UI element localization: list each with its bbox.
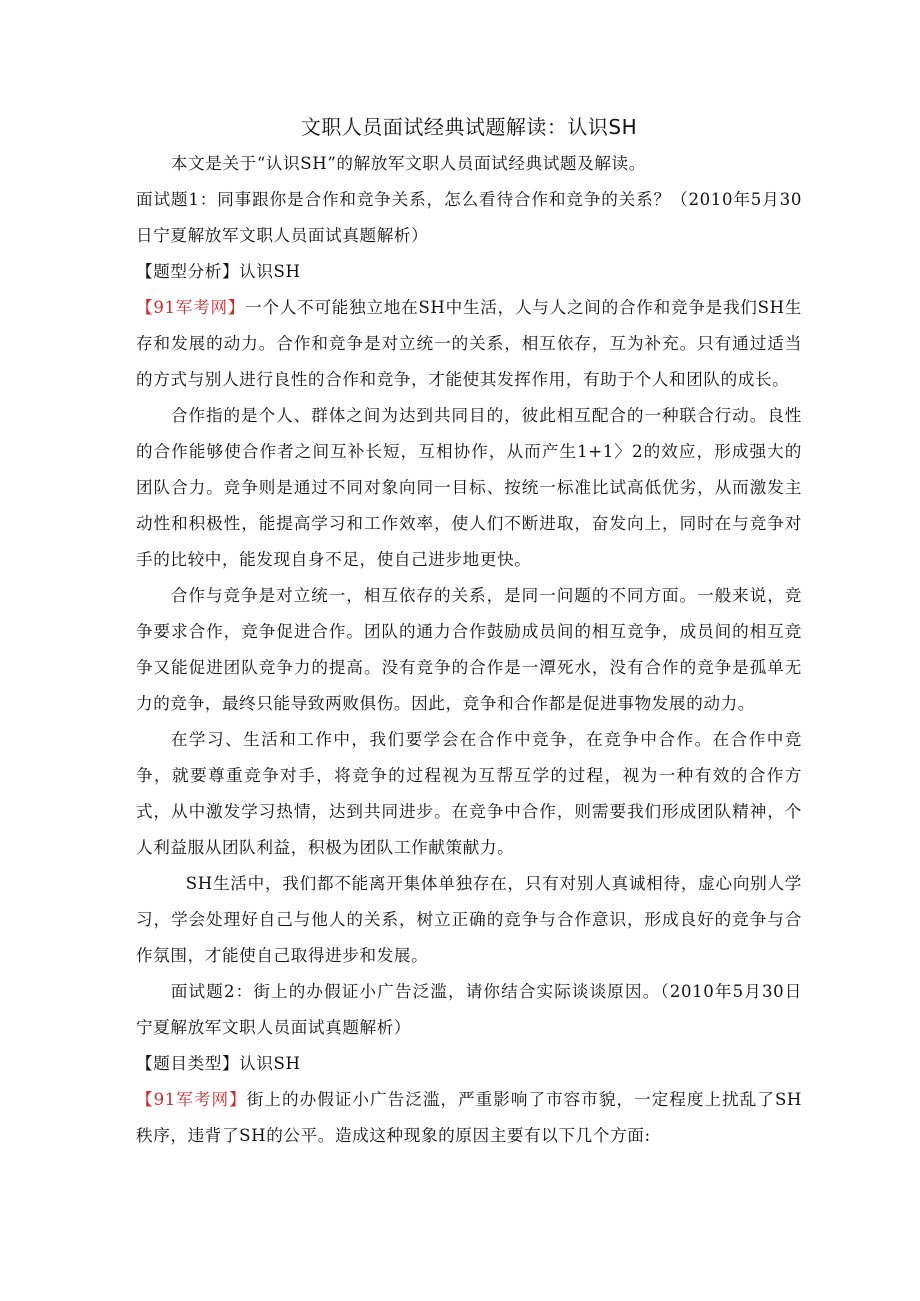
question-1: 面试题1：同事跟你是合作和竞争关系，怎么看待合作和竞争的关系？（2010年5月30日宁夏解放军文职人员面试真题解析）	[136, 190, 802, 245]
document-title: 文职人员面试经典试题解读：认识SH	[300, 115, 638, 139]
question-2: 面试题2：街上的办假证小广告泛滥，请你结合实际谈谈原因。（2010年5月30日宁夏解放军文职人员面试真题解析）	[136, 982, 802, 1037]
answer-lead-text: 一个人不可能独立地在SH中生活，人与人之间的合作和竞争是我们SH生存和发展的动力。合作和竞争是对立统一的关系，相互依存，互为补充。只有通过适当的方式与别人进行良性的合作和竞争，才能使其发挥作用，有助于个人和团队的成长。	[136, 298, 802, 389]
source-tag: 【91军考网】	[136, 1090, 247, 1109]
answer-paragraph: 合作指的是个人、群体之间为达到共同目的，彼此相互配合的一种联合行动。良性的合作能够使合作者之间互补长短，互相协作，从而产生1+1〉2的效应，形成强大的团队合力。竞争则是通过不同对象向同一目标、按统一标准比试高低优劣，从而激发主动性和积极性，能提高学习和工作效率，使人们不断进取，奋发向上，同时在与竞争对手的比较中，能发现自身不足，使自己进步地更快。	[136, 406, 802, 569]
closing-paragraph: SH生活中，我们都不能离开集体单独存在，只有对别人真诚相待，虚心向别人学习，学会处理好自己与他人的关系，树立正确的竞争与合作意识，形成良好的竞争与合作氛围，才能使自己取得进步和发展。	[136, 874, 802, 965]
source-tag: 【91军考网】	[136, 298, 246, 317]
question-2-type: 【题目类型】认识SH	[136, 1054, 301, 1073]
intro-paragraph: 本文是关于“认识SH”的解放军文职人员面试经典试题及解读。	[170, 154, 646, 173]
question-2-answer-lead	[136, 1082, 802, 1154]
answer-paragraph: 在学习、生活和工作中，我们要学会在合作中竞争，在竞争中合作。在合作中竞争，就要尊重竞争对手，将竞争的过程视为互帮互学的过程，视为一种有效的合作方式，从中激发学习热情，达到共同进步。在竞争中合作，则需要我们形成团队精神，个人利益服从团队利益，积极为团队工作献策献力。	[136, 730, 802, 857]
answer-paragraph: 合作与竞争是对立统一，相互依存的关系，是同一问题的不同方面。一般来说，竞争要求合作，竞争促进合作。团队的通力合作鼓励成员间的相互竞争，成员间的相互竞争又能促进团队竞争力的提高。没有竞争的合作是一潭死水，没有合作的竞争是孤单无力的竞争，最终只能导致两败俱伤。因此，竞争和合作都是促进事物发展的动力。	[136, 586, 802, 713]
question-1-answer-lead	[136, 290, 802, 398]
question-1-type: 【题型分析】认识SH	[136, 262, 301, 281]
answer-lead-text: 街上的办假证小广告泛滥，严重影响了市容市貌，一定程度上扰乱了SH秩序，违背了SH的公平。造成这种现象的原因主要有以下几个方面:	[136, 1090, 802, 1145]
